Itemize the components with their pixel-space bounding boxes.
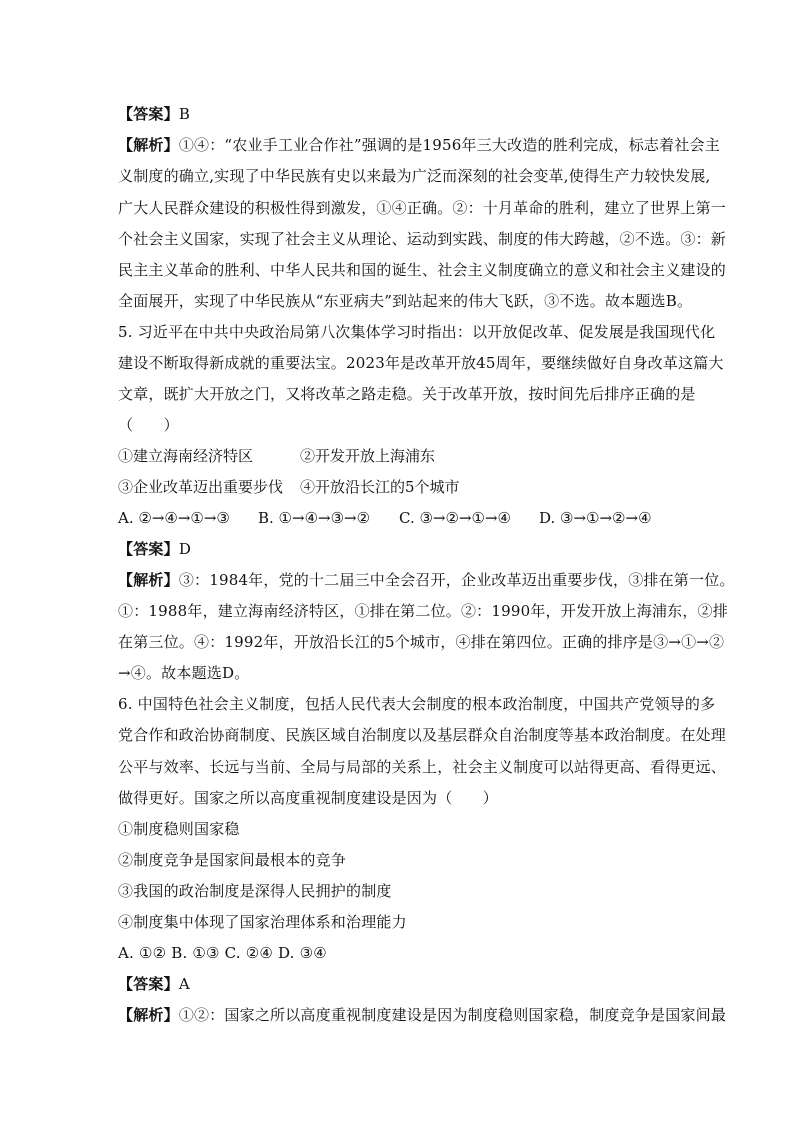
q5-items-row xyxy=(118,446,435,466)
q4-answer xyxy=(118,104,190,124)
answer-value: B xyxy=(178,105,191,123)
q6-item: ①制度稳则国家稳 xyxy=(118,820,240,838)
answer-label: 【答案】 xyxy=(118,975,179,993)
q5-choice-d: D. ③→①→②→④ xyxy=(539,509,652,527)
q5-item: ①建立海南经济特区 xyxy=(118,447,254,465)
q6-item: ③我国的政治制度是深得人民拥护的制度 xyxy=(118,882,392,900)
answer-label: 【答案】 xyxy=(118,105,179,123)
answer-value: A xyxy=(178,975,190,993)
q5-item: ③企业改革迈出重要步伐 xyxy=(118,478,284,496)
answer-value: D xyxy=(178,540,192,558)
q5-stem-line: 文章，既扩大开放之门，又将改革之路走稳。关于改革开放，按时间先后排序正确的是 xyxy=(118,385,696,403)
q5-analysis-line: →④。故本题选D。 xyxy=(118,664,250,682)
q6-item: ②制度竞争是国家间最根本的竞争 xyxy=(118,851,347,869)
q4-analysis-line: 广大人民群众建设的积极性得到激发，①④正确。②：十月革命的胜利，建立了世界上第一 xyxy=(118,199,727,217)
analysis-label: 【解析】 xyxy=(118,571,179,589)
q6-stem-line: 党合作和政治协商制度、民族区域自治制度以及基层群众自治制度等基本政治制度。在处理 xyxy=(118,726,727,744)
q6-stem-line: 6. 中国特色社会主义制度，包括人民代表大会制度的根本政治制度，中国共产党领导的多 xyxy=(118,695,716,713)
q4-analysis-line: 【解析】①④：“农业手工业合作社”强调的是1956年三大改造的胜利完成，标志着社会主 xyxy=(118,136,720,154)
q5-items-row xyxy=(118,477,460,497)
analysis-label: 【解析】 xyxy=(118,136,179,154)
q5-choice-a: A. ②→④→①→③ xyxy=(118,509,230,527)
q6-stem-line: 公平与效率、长远与当前、全局与局部的关系上，社会主义制度可以站得更高、看得更远、 xyxy=(118,758,727,776)
q5-stem-line: （ ） xyxy=(118,416,179,434)
q5-item: ②开发开放上海浦东 xyxy=(300,447,436,465)
q6-choices: A. ①② B. ①③ C. ②④ D. ③④ xyxy=(118,944,327,962)
q4-analysis-line: 全面展开，实现了中华民族从“东亚病夫”到站起来的伟大飞跃，③不选。故本题选B。 xyxy=(118,292,693,310)
q5-choices-row xyxy=(118,508,652,528)
q4-analysis-line: 个社会主义国家，实现了社会主义从理论、运动到实践、制度的伟大跨越，②不选。③：新 xyxy=(118,230,727,248)
q6-stem-line: 做得更好。国家之所以高度重视制度建设是因为（ ） xyxy=(118,789,499,807)
q6-item: ④制度集中体现了国家治理体系和治理能力 xyxy=(118,913,407,931)
answer-label: 【答案】 xyxy=(118,540,179,558)
analysis-label: 【解析】 xyxy=(118,1006,179,1024)
q5-choice-c: C. ③→②→①→④ xyxy=(399,509,511,527)
q6-answer xyxy=(118,974,190,994)
q6-analysis-line: 【解析】①②：国家之所以高度重视制度建设是因为制度稳则国家稳，制度竞争是国家间最 xyxy=(118,1006,727,1024)
q5-analysis-line: ①：1988年，建立海南经济特区，①排在第二位。②：1990年，开发开放上海浦东，②排 xyxy=(118,602,728,620)
q4-analysis-line: 义制度的确立,实现了中华民族有史以来最为广泛而深刻的社会变革,使得生产力较快发展, xyxy=(118,167,711,185)
q5-item: ④开放沿长江的5个城市 xyxy=(300,478,460,496)
q5-analysis-line: 【解析】③：1984年，党的十二届三中全会召开，企业改革迈出重要步伐，③排在第一位。 xyxy=(118,571,735,589)
q5-answer xyxy=(118,539,191,559)
q5-stem-line: 建设不断取得新成就的重要法宝。2023年是改革开放45周年，要继续做好自身改革这篇大 xyxy=(118,354,724,372)
q5-choice-b: B. ①→④→③→② xyxy=(258,509,371,527)
q5-stem-line: 5. 习近平在中共中央政治局第八次集体学习时指出：以开放促改革、促发展是我国现代化 xyxy=(118,323,716,341)
q5-analysis-line: 在第三位。④：1992年，开放沿长江的5个城市，④排在第四位。正确的排序是③→①→② xyxy=(118,633,725,651)
q4-analysis-line: 民主主义革命的胜利、中华人民共和国的诞生、社会主义制度确立的意义和社会主义建设的 xyxy=(118,261,727,279)
